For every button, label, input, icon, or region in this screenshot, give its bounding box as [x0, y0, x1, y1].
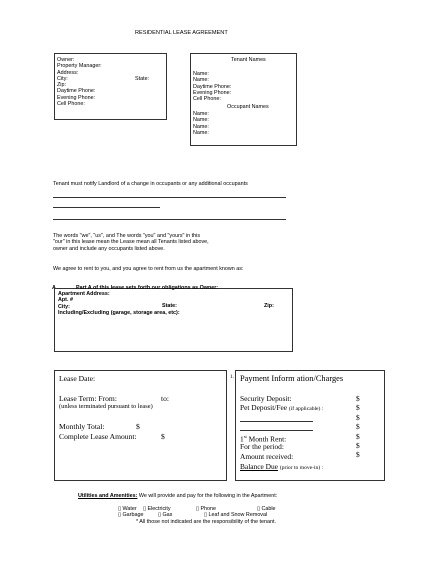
amount-received-label: Amount received: — [240, 452, 294, 461]
part-a-state-label: State: — [162, 303, 177, 309]
lease-term-from-label: Lease Term: From: — [59, 394, 117, 403]
first-month-number: 1 — [240, 434, 244, 444]
complete-lease-amount-label: Complete Lease Amount: — [59, 432, 137, 441]
utility-gas[interactable] — [158, 512, 172, 518]
owner-state-label: State: — [135, 76, 150, 82]
if-applicable-note: (if applicable) : — [288, 406, 324, 412]
occupant-name-1-label: Name: — [193, 111, 209, 117]
tenant-cell-phone-label: Cell Phone: — [193, 96, 221, 103]
checkbox-icon: ▯ — [158, 512, 161, 518]
city-label: City: — [57, 75, 68, 82]
pet-deposit-row — [240, 403, 323, 414]
dollar-first-month: $ — [356, 422, 360, 432]
checkbox-icon: ▯ — [196, 506, 199, 512]
lease-term-to-label: to: — [161, 394, 170, 403]
utility-garbage-label: Garbage — [122, 512, 144, 518]
tenant-fields — [193, 71, 231, 102]
dollar-blank-2: $ — [356, 431, 360, 441]
checkbox-icon: ▯ — [118, 506, 121, 512]
checkbox-icon: ▯ — [118, 512, 121, 518]
payment-marker: 1. — [230, 374, 235, 380]
checkbox-icon: ▯ — [204, 512, 207, 518]
utility-water-label: Water — [122, 506, 137, 512]
payment-blank-line-1 — [240, 421, 313, 422]
utility-phone-label: Phone — [200, 506, 217, 512]
checkbox-icon: ▯ — [143, 506, 146, 512]
monthly-total-label: Monthly Total: — [59, 422, 105, 431]
unless-terminated-note: (unless terminated pursuant to lease) — [59, 403, 153, 410]
utility-gas-label: Gas — [162, 512, 173, 518]
cell-phone-label: Cell Phone: — [57, 101, 85, 108]
occupant-name-4-label: Name: — [193, 129, 209, 136]
dollar-blank-1: $ — [356, 412, 360, 422]
utility-leaf-snow-label: Leaf and Snow Removal — [208, 512, 268, 518]
occupant-name-3-label: Name: — [193, 123, 209, 130]
property-manager-label: Property Manager: — [57, 63, 102, 70]
definitions-line-2: "our" in this lease mean the Lease mean all Tenants listed above, — [53, 239, 209, 246]
balance-due-label: Balance Due — [240, 462, 278, 471]
daytime-phone-label: Daytime Phone: — [57, 88, 96, 95]
utilities-intro — [78, 493, 277, 499]
notify-text: Tenant must notify Landlord of a change in occupants or any additional occupants — [53, 181, 248, 187]
occupant-name-2-label: Name: — [193, 117, 209, 124]
dollar-pet: $ — [356, 403, 360, 413]
tenant-daytime-phone-label: Daytime Phone: — [193, 83, 232, 90]
part-a-letter: A — [52, 285, 56, 291]
first-month-rent-label: Month Rent: — [246, 434, 287, 444]
apt-number-label: Apt. # — [58, 297, 73, 304]
part-a-zip-label: Zip: — [264, 303, 274, 309]
definitions-line-1: The words "we", "us", and The words "you" and "yours" in this — [53, 233, 201, 239]
owner-info-fields — [57, 57, 102, 107]
balance-due-row — [240, 462, 323, 473]
payment-heading: Payment Inform ation/Charges — [240, 374, 344, 383]
utility-electricity-label: Electricity — [147, 506, 171, 512]
utilities-heading: Utilities and Amenities: — [78, 493, 138, 499]
occupant-line-2 — [53, 207, 160, 208]
tenant-name-1-label: Name: — [193, 71, 209, 77]
first-month-superscript: st — [243, 434, 247, 439]
tenant-evening-phone-label: Evening Phone: — [193, 89, 232, 96]
monthly-total-dollar: $ — [136, 422, 140, 431]
security-deposit-label: Security Deposit: — [240, 394, 292, 403]
definitions-line-3: owner and include any occupants listed above. — [53, 245, 165, 252]
prior-to-move-in-note: (prior to move-in) : — [279, 465, 324, 471]
zip-label: Zip: — [57, 82, 66, 89]
checkbox-icon: ▯ — [257, 506, 260, 512]
dollar-amount-received: $ — [356, 441, 360, 451]
utility-garbage[interactable] — [118, 512, 143, 518]
pet-deposit-label: Pet Deposit/Fee — [240, 403, 288, 412]
occupant-line-3 — [53, 219, 286, 220]
agree-text: We agree to rent to you, and you agree to rent from us the apartment known as: — [53, 266, 244, 272]
part-a-city-label: City: — [58, 303, 70, 310]
for-period-label: For the period: — [240, 442, 284, 451]
utility-cable-label: Cable — [261, 506, 276, 512]
occupant-fields — [193, 111, 209, 136]
utility-leaf-snow[interactable] — [204, 512, 267, 518]
tenant-name-2-label: Name: — [193, 77, 209, 84]
address-label: Address: — [57, 69, 79, 76]
occupant-names-heading: Occupant Names — [227, 104, 269, 110]
including-excluding-label: Including/Excluding (garage, storage area, etc): — [58, 309, 180, 316]
evening-phone-label: Evening Phone: — [57, 94, 96, 101]
part-a-heading: Part A of this lease sets forth our obligations as Owner: — [76, 285, 219, 291]
dollar-balance-due: $ — [356, 450, 360, 460]
owner-label: Owner: — [57, 57, 75, 63]
tenant-names-heading: Tenant Names — [231, 57, 266, 63]
complete-lease-dollar: $ — [161, 432, 165, 441]
page-title: RESIDENTIAL LEASE AGREEMENT — [135, 30, 228, 36]
occupant-line-1 — [53, 197, 286, 198]
lease-date-label: Lease Date: — [59, 374, 96, 383]
dollar-security: $ — [356, 394, 360, 403]
utilities-intro-text: We will provide and pay for the following in the Apartment: — [137, 493, 278, 499]
apartment-address-label: Apartment Address: — [58, 291, 110, 297]
payment-dollar-column — [356, 394, 360, 460]
definitions-paragraph — [53, 233, 209, 252]
payment-blank-line-2 — [240, 430, 313, 431]
utilities-note: * All those not indicated are the responsibility of the tenant. — [136, 519, 276, 525]
